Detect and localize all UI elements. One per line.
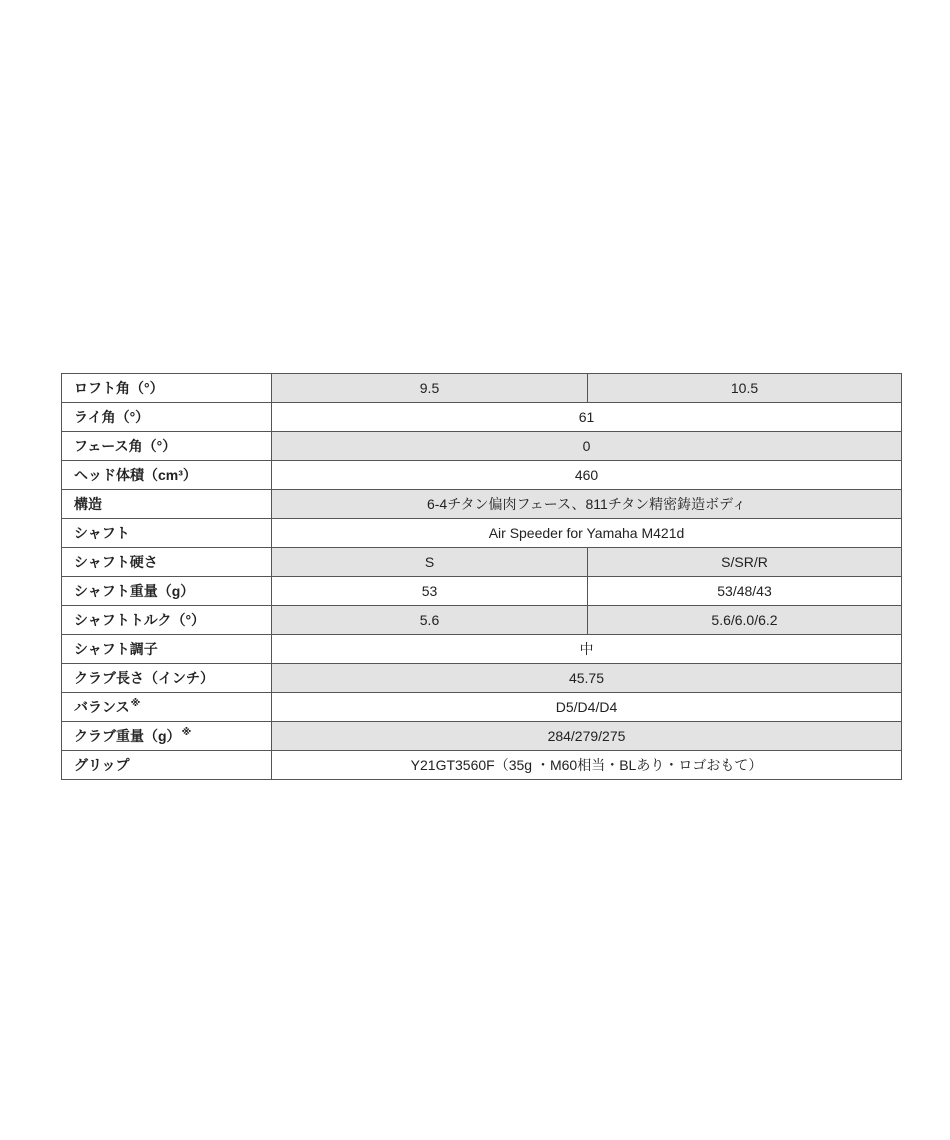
spec-label-cell (62, 722, 272, 751)
spec-label: グリップ (62, 751, 272, 780)
spec-value: 0 (272, 432, 902, 461)
spec-label: 構造 (62, 490, 272, 519)
spec-value: 61 (272, 403, 902, 432)
spec-value-model-a: S (272, 548, 588, 577)
spec-value: 284/279/275 (272, 722, 902, 751)
spec-value: Air Speeder for Yamaha M421d (272, 519, 902, 548)
spec-label: クラブ重量（g） (74, 728, 181, 744)
note-mark: ※ (181, 727, 192, 739)
spec-label: ヘッド体積（cm³） (62, 461, 272, 490)
spec-row-grip (62, 751, 902, 780)
spec-row-kick-point (62, 635, 902, 664)
spec-value: D5/D4/D4 (272, 693, 902, 722)
spec-label: フェース角（°） (62, 432, 272, 461)
spec-label: クラブ長さ（インチ） (62, 664, 272, 693)
spec-row-lie (62, 403, 902, 432)
spec-value-model-b: 10.5 (588, 374, 902, 403)
spec-row-shaft (62, 519, 902, 548)
spec-label: ロフト角（°） (62, 374, 272, 403)
spec-row-balance (62, 693, 902, 722)
spec-value: 6-4チタン偏肉フェース、811チタン精密鋳造ボディ (272, 490, 902, 519)
spec-value: 中 (272, 635, 902, 664)
spec-row-shaft-weight (62, 577, 902, 606)
spec-value-model-a: 9.5 (272, 374, 588, 403)
spec-row-club-length (62, 664, 902, 693)
spec-table (61, 373, 902, 780)
spec-label: シャフトトルク（°） (62, 606, 272, 635)
spec-row-construction (62, 490, 902, 519)
spec-value: Y21GT3560F（35g ・M60相当・BLあり・ロゴおもて） (272, 751, 902, 780)
spec-label: シャフト重量（g） (62, 577, 272, 606)
spec-label-cell (62, 693, 272, 722)
spec-row-shaft-flex (62, 548, 902, 577)
spec-row-club-weight (62, 722, 902, 751)
spec-row-head-volume (62, 461, 902, 490)
spec-label: シャフト調子 (62, 635, 272, 664)
spec-value-model-b: S/SR/R (588, 548, 902, 577)
spec-value: 45.75 (272, 664, 902, 693)
spec-row-face-angle (62, 432, 902, 461)
spec-label: バランス (74, 699, 130, 715)
spec-value-model-b: 5.6/6.0/6.2 (588, 606, 902, 635)
spec-label: シャフト硬さ (62, 548, 272, 577)
note-mark: ※ (130, 698, 141, 710)
spec-value-model-b: 53/48/43 (588, 577, 902, 606)
spec-row-loft (62, 374, 902, 403)
spec-value-model-a: 53 (272, 577, 588, 606)
spec-value-model-a: 5.6 (272, 606, 588, 635)
spec-row-shaft-torque (62, 606, 902, 635)
spec-label: シャフト (62, 519, 272, 548)
spec-label: ライ角（°） (62, 403, 272, 432)
spec-value: 460 (272, 461, 902, 490)
